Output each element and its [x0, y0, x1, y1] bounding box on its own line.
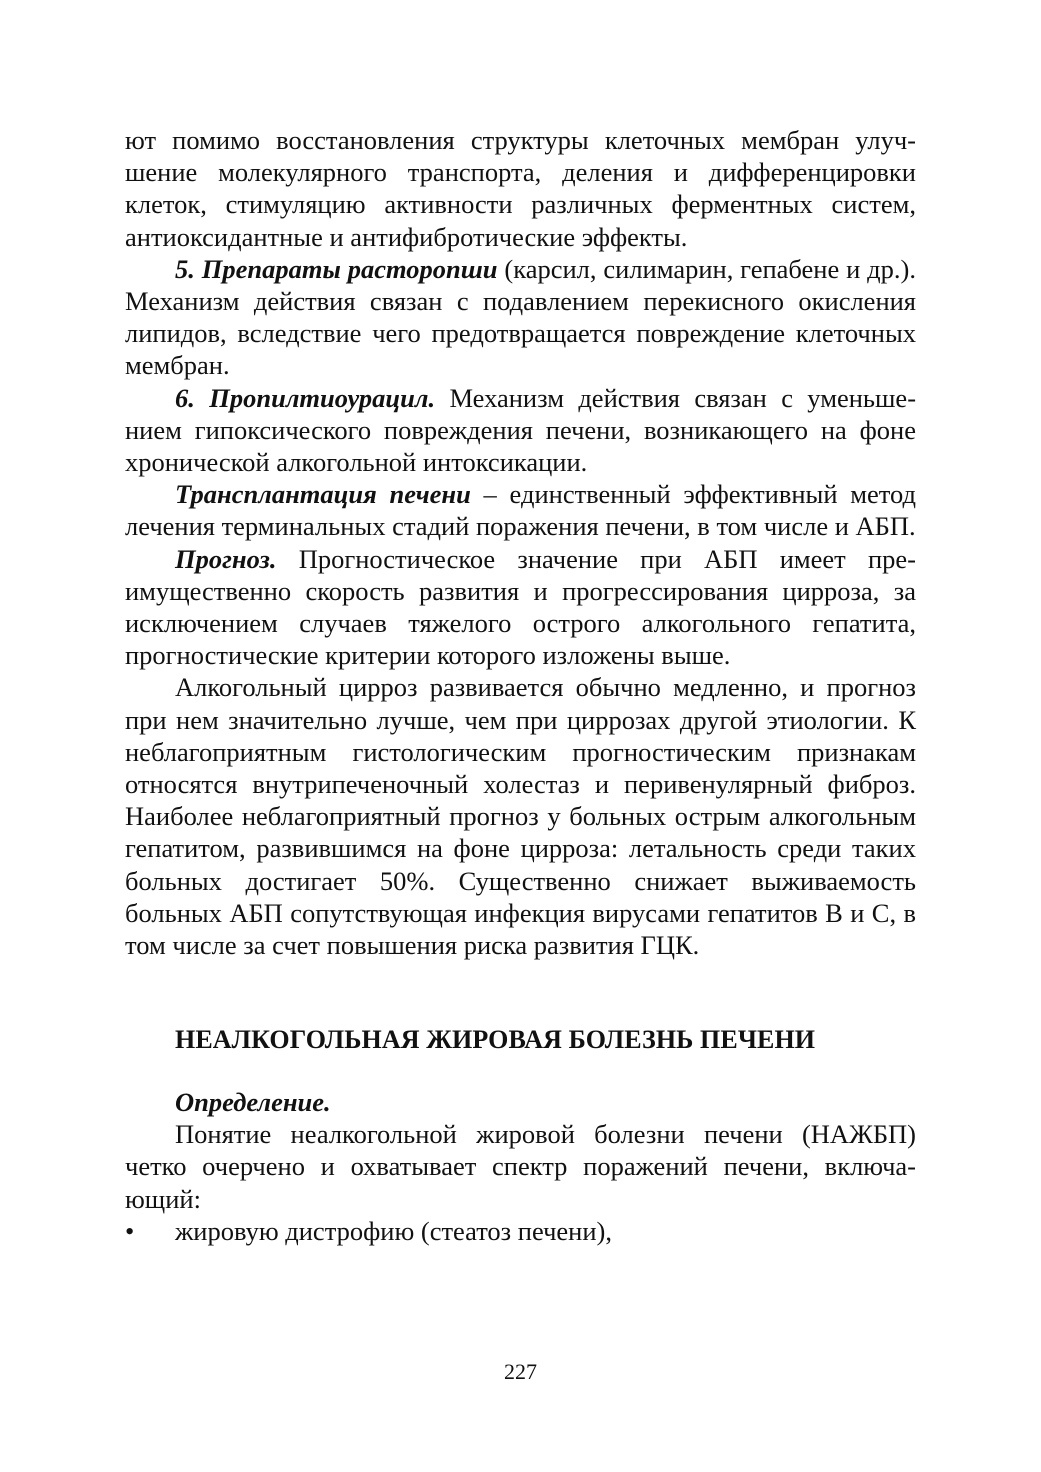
paragraph-transplantation: [125, 478, 916, 542]
page-body: [125, 124, 916, 1247]
paragraph-prognosis: [125, 543, 916, 672]
list-item: [125, 1215, 916, 1247]
paragraph-definition: [125, 1118, 916, 1215]
paragraph-cirrhosis: [125, 671, 916, 961]
bullet-icon: •: [125, 1215, 135, 1246]
paragraph-text: Алкогольный цирроз развивается обычно медленно, и прогноз при нем значительно лучше, чем при циррозах другой этиологии. К неблагоприятным гистологическим прогностическим признакам относятся внутрипеченочный холестаз и перивенулярный фиброз. Наиболее неблагоприятный прогноз у больных острым алкогольным гепатитом, развившимся на фоне цирроза: летальность среди таких больных достигает 50%. Существенно снижает выживаемость больных АБП сопутствующая инфекция вирусами гепатитов В и С, в том числе за счет повышения риска развития ГЦК.: [125, 672, 916, 961]
paragraph-lead: Прогноз.: [175, 543, 277, 574]
paragraph-text: Понятие неалкогольной жировой болезни печени (НАЖБП) четко очерчено и охватывает спектр поражений печени, включающий:: [125, 1119, 916, 1214]
paragraph-lead: 5. Препараты расторопши: [175, 253, 498, 284]
paragraph-text: – единственный эффективный метод лечения терминальных стадий поражения печени, в том числе и АБП.: [125, 479, 916, 542]
paragraph-propylthiouracil: [125, 382, 916, 479]
paragraph-lead: 6. Пропилтиоурацил.: [175, 382, 436, 413]
paragraph-lead: Трансплантация печени: [175, 479, 471, 510]
paragraph-milk-thistle: [125, 253, 916, 382]
paragraph-continuation: [125, 124, 916, 253]
section-subheading: Определение.: [175, 1087, 331, 1118]
paragraph-text: ют помимо восстановления структуры клеточных мембран улучшение молекулярного транспорта, деления и дифференцировки клеток, стимуляцию активности различных ферментных систем, антиоксидантные и антифибротические эффекты.: [125, 125, 916, 252]
page-number: 227: [504, 1359, 537, 1384]
section-heading: НЕАЛКОГОЛЬНАЯ ЖИРОВАЯ БОЛЕЗНЬ ПЕЧЕНИ: [175, 1025, 816, 1055]
paragraph-text: Механизм действия связан с уменьшением гипоксического повреждения печени, возникающего на фоне хронической алкогольной интоксикации.: [125, 382, 917, 478]
paragraph-text: (карсил, силимарин, гепабене и др.). Механизм действия связан с подавлением перекисного окисления липидов, вследствие чего предотвращается повреждение клеточных мембран.: [125, 253, 916, 381]
bullet-list: [125, 1215, 916, 1247]
list-item-text: жировую дистрофию (стеатоз печени),: [175, 1215, 612, 1246]
paragraph-text: Прогностическое значение при АБП имеет преимущественно скорость развития и прогрессирования цирроза, за исключением случаев тяжелого острого алкогольного гепатита, прогностические критерии которого изложены выше.: [125, 543, 916, 671]
